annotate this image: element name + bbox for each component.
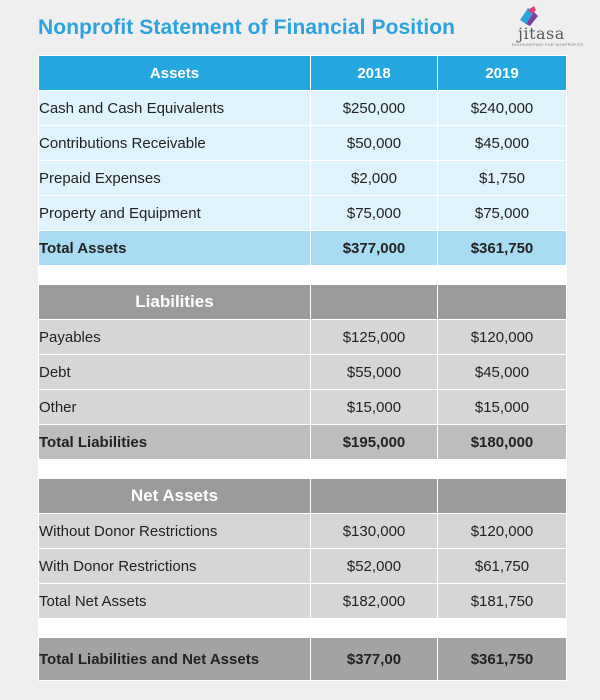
table-row (39, 126, 567, 161)
row-label: Total Liabilities (39, 425, 311, 460)
total-liabilities-row (39, 425, 567, 460)
row-label: Cash and Cash Equivalents (39, 91, 311, 126)
year-2019-header: 2019 (438, 56, 567, 91)
table-row (39, 390, 567, 425)
value-2019: $181,750 (438, 584, 567, 619)
table-row (39, 320, 567, 355)
value-2019: $361,750 (438, 231, 567, 266)
section-spacer (39, 619, 567, 638)
value-2019: $361,750 (438, 638, 567, 681)
table-row (39, 91, 567, 126)
financial-position-table (38, 55, 567, 681)
value-2018: $377,00 (311, 638, 438, 681)
assets-header-row (39, 56, 567, 91)
value-2018: $377,000 (311, 231, 438, 266)
section-spacer (39, 266, 567, 285)
liabilities-header: Liabilities (39, 285, 311, 320)
jitasa-logo (504, 4, 584, 48)
row-label: Without Donor Restrictions (39, 514, 311, 549)
value-2018: $15,000 (311, 390, 438, 425)
assets-header: Assets (39, 56, 311, 91)
row-label: Property and Equipment (39, 196, 311, 231)
row-label: With Donor Restrictions (39, 549, 311, 584)
row-label: Total Liabilities and Net Assets (39, 638, 311, 681)
row-label: Contributions Receivable (39, 126, 311, 161)
table-row (39, 161, 567, 196)
page-title: Nonprofit Statement of Financial Position (38, 16, 456, 39)
value-2019: $45,000 (438, 355, 567, 390)
row-label: Payables (39, 320, 311, 355)
section-spacer (39, 460, 567, 479)
value-2018: $250,000 (311, 91, 438, 126)
net-assets-header: Net Assets (39, 479, 311, 514)
value-2019: $120,000 (438, 514, 567, 549)
value-2018: $50,000 (311, 126, 438, 161)
value-2018: $55,000 (311, 355, 438, 390)
net-assets-header-row (39, 479, 567, 514)
row-label: Total Assets (39, 231, 311, 266)
row-label: Prepaid Expenses (39, 161, 311, 196)
row-label: Debt (39, 355, 311, 390)
value-2019: $180,000 (438, 425, 567, 460)
table-row (39, 196, 567, 231)
table-row (39, 514, 567, 549)
table-row (39, 355, 567, 390)
value-2018: $52,000 (311, 549, 438, 584)
grand-total-row (39, 638, 567, 681)
table-row (39, 549, 567, 584)
year-2018-header: 2018 (311, 56, 438, 91)
value-2019: $1,750 (438, 161, 567, 196)
row-label: Other (39, 390, 311, 425)
row-label: Total Net Assets (39, 584, 311, 619)
liabilities-header-row (39, 285, 567, 320)
logo-tagline: BOOKKEEPING FOR NONPROFITS (512, 42, 584, 47)
value-2019: $75,000 (438, 196, 567, 231)
value-2019: $61,750 (438, 549, 567, 584)
value-2018: $125,000 (311, 320, 438, 355)
value-2019: $15,000 (438, 390, 567, 425)
logo-brand-text: jitasa (518, 24, 565, 43)
value-2019: $240,000 (438, 91, 567, 126)
value-2018: $182,000 (311, 584, 438, 619)
value-2019: $120,000 (438, 320, 567, 355)
value-2018: $195,000 (311, 425, 438, 460)
value-2018: $130,000 (311, 514, 438, 549)
value-2018: $2,000 (311, 161, 438, 196)
value-2019: $45,000 (438, 126, 567, 161)
value-2018: $75,000 (311, 196, 438, 231)
total-assets-row (39, 231, 567, 266)
table-row (39, 584, 567, 619)
